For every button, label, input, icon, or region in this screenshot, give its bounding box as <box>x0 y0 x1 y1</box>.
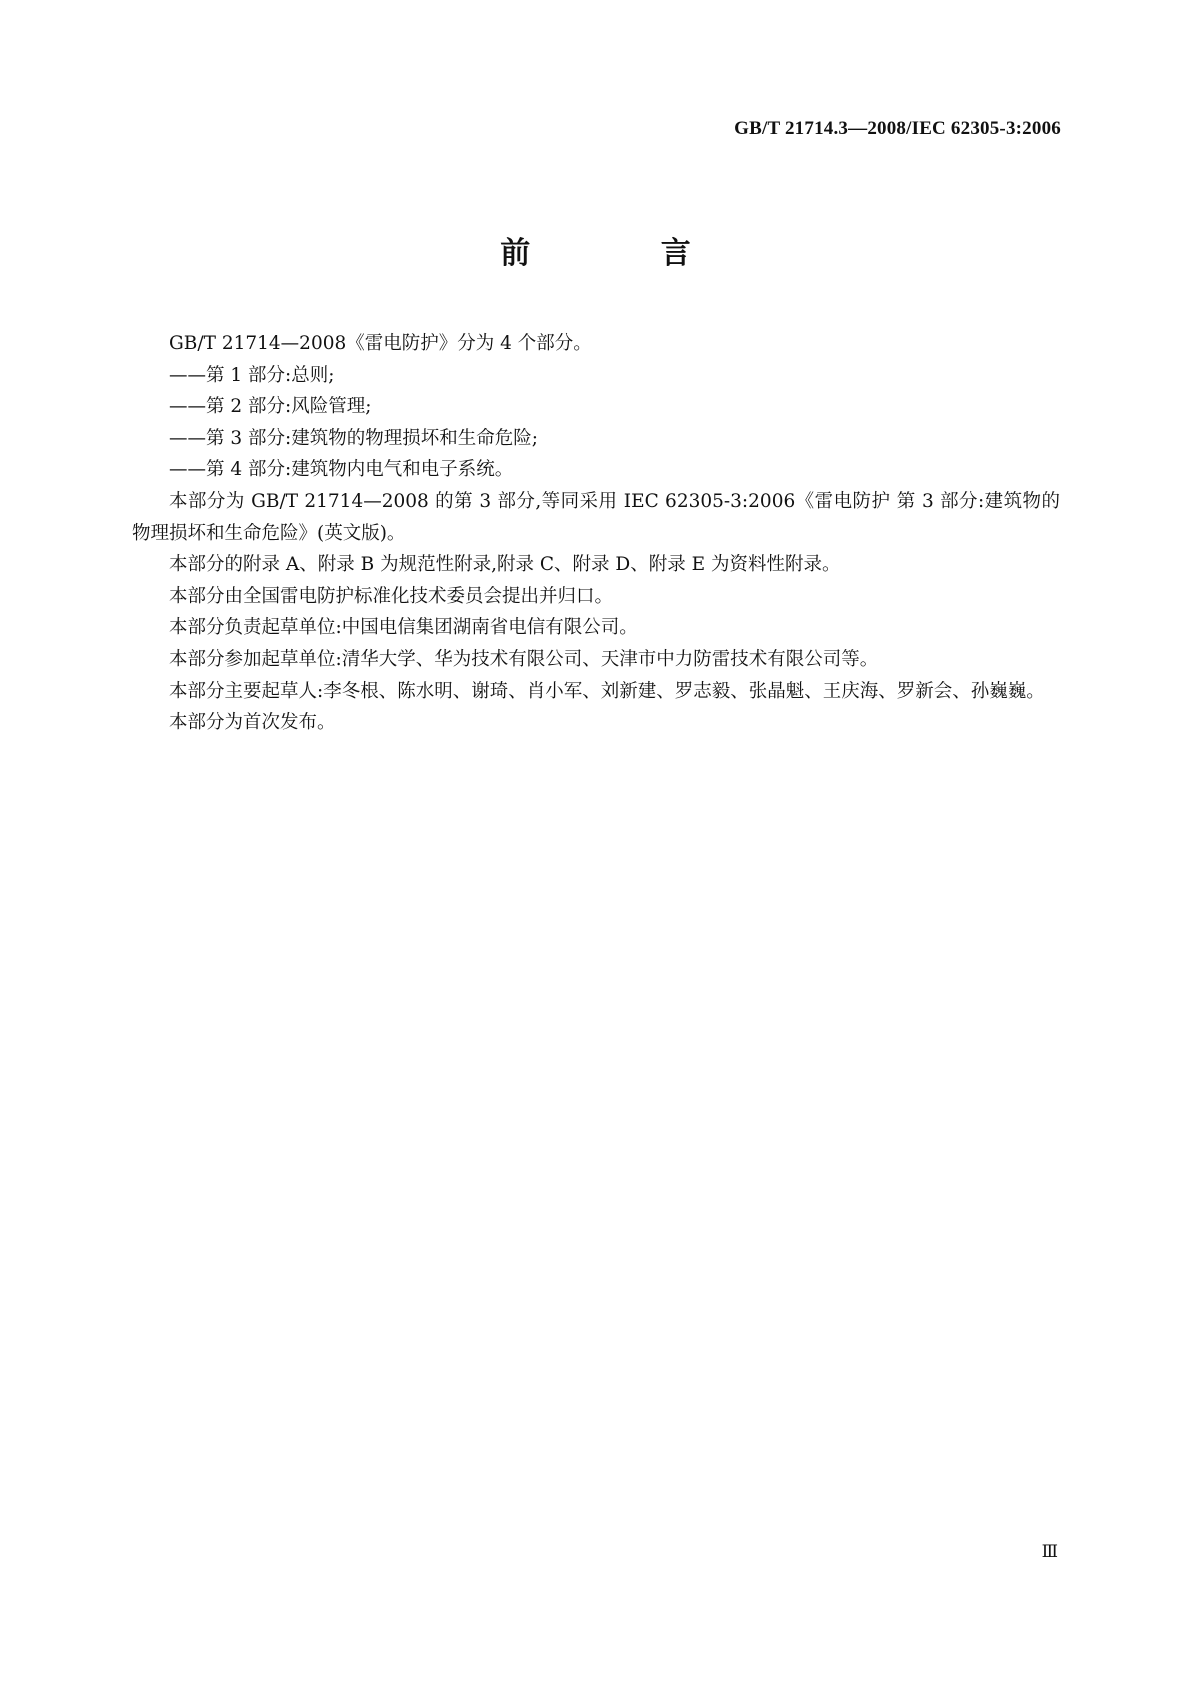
paragraph-annexes: 本部分的附录 A、附录 B 为规范性附录,附录 C、附录 D、附录 E 为资料性附录。 <box>169 554 841 576</box>
page-title: 前 言 <box>500 236 751 271</box>
paragraph-drafters: 本部分主要起草人:李冬根、陈水明、谢琦、肖小军、刘新建、罗志毅、张晶魁、王庆海、罗新会、孙巍巍。 <box>169 680 1045 702</box>
page-number: Ⅲ <box>1041 1542 1058 1561</box>
paragraph-adoption: 本部分为 GB/T 21714—2008 的第 3 部分,等同采用 IEC 62305-3:2006《雷电防护 第 3 部分:建筑物的物理损坏和生命危险》(英文版)。 <box>132 490 1060 544</box>
list-item-part-2: ——第 2 部分:风险管理; <box>169 396 372 418</box>
paragraph-participating-units: 本部分参加起草单位:清华大学、华为技术有限公司、天津市中力防雷技术有限公司等。 <box>169 648 879 670</box>
paragraph-proposer: 本部分由全国雷电防护标准化技术委员会提出并归口。 <box>169 585 614 607</box>
list-item-part-1: ——第 1 部分:总则; <box>169 364 335 386</box>
foreword-body <box>132 328 1060 739</box>
list-item-part-3: ——第 3 部分:建筑物的物理损坏和生命危险; <box>169 427 538 449</box>
paragraph-drafting-unit: 本部分负责起草单位:中国电信集团湖南省电信有限公司。 <box>169 617 638 639</box>
paragraph-parts-intro: GB/T 21714—2008《雷电防护》分为 4 个部分。 <box>169 333 592 354</box>
list-item-part-4: ——第 4 部分:建筑物内电气和电子系统。 <box>169 459 514 481</box>
paragraph-first-release: 本部分为首次发布。 <box>169 712 336 734</box>
standard-code-header: GB/T 21714.3—2008/IEC 62305-3:2006 <box>734 118 1061 139</box>
